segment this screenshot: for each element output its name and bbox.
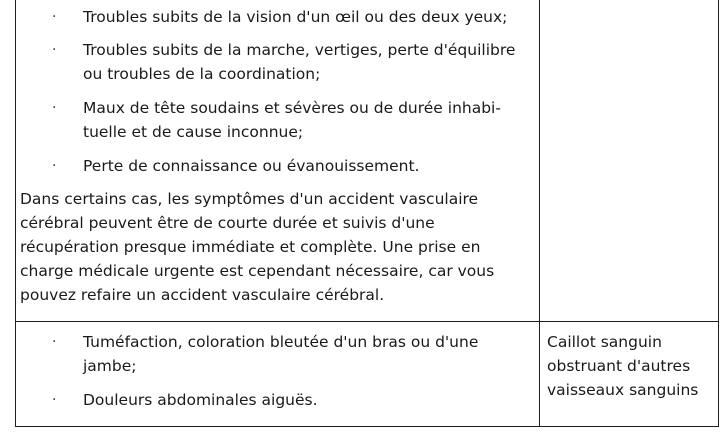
list-item-text: Troubles subits de la marche, vertiges, perte d'équilibre ou troubles de la coordination; bbox=[83, 41, 516, 83]
bullet-icon: · bbox=[52, 9, 57, 25]
row-divider bbox=[15, 321, 719, 322]
bullet-icon: · bbox=[52, 158, 57, 174]
bullet-icon: · bbox=[52, 100, 57, 116]
bullet-icon: · bbox=[52, 334, 57, 350]
column-divider bbox=[539, 0, 540, 427]
bullet-icon: · bbox=[52, 392, 57, 408]
body-paragraph: Dans certains cas, les symptômes d'un accident vasculaire cérébral peuvent être de courte durée et suivis d'une récupération presque immédiate et complète. Une prise en charge médicale urgente est cependant nécessaire, car vous pouvez refaire un accident vasculaire cérébral. bbox=[20, 190, 495, 304]
list-item-text: Maux de tête soudains et sévères ou de durée inhabi-tuelle et de cause inconnue; bbox=[83, 99, 501, 141]
cause-cell-text: Caillot sanguin obstruant d'autres vaisseaux sanguins bbox=[547, 333, 699, 399]
table-bottom-border bbox=[15, 426, 719, 427]
list-item-text: Tuméfaction, coloration bleutée d'un bras ou d'une jambe; bbox=[83, 333, 479, 375]
table-left-border bbox=[15, 0, 16, 427]
list-item-text: Troubles subits de la vision d'un œil ou des deux yeux; bbox=[83, 8, 508, 26]
table-right-border bbox=[718, 0, 719, 427]
list-item-text: Douleurs abdominales aiguës. bbox=[83, 391, 318, 409]
bullet-icon: · bbox=[52, 42, 57, 58]
list-item-text: Perte de connaissance ou évanouissement. bbox=[83, 157, 420, 175]
